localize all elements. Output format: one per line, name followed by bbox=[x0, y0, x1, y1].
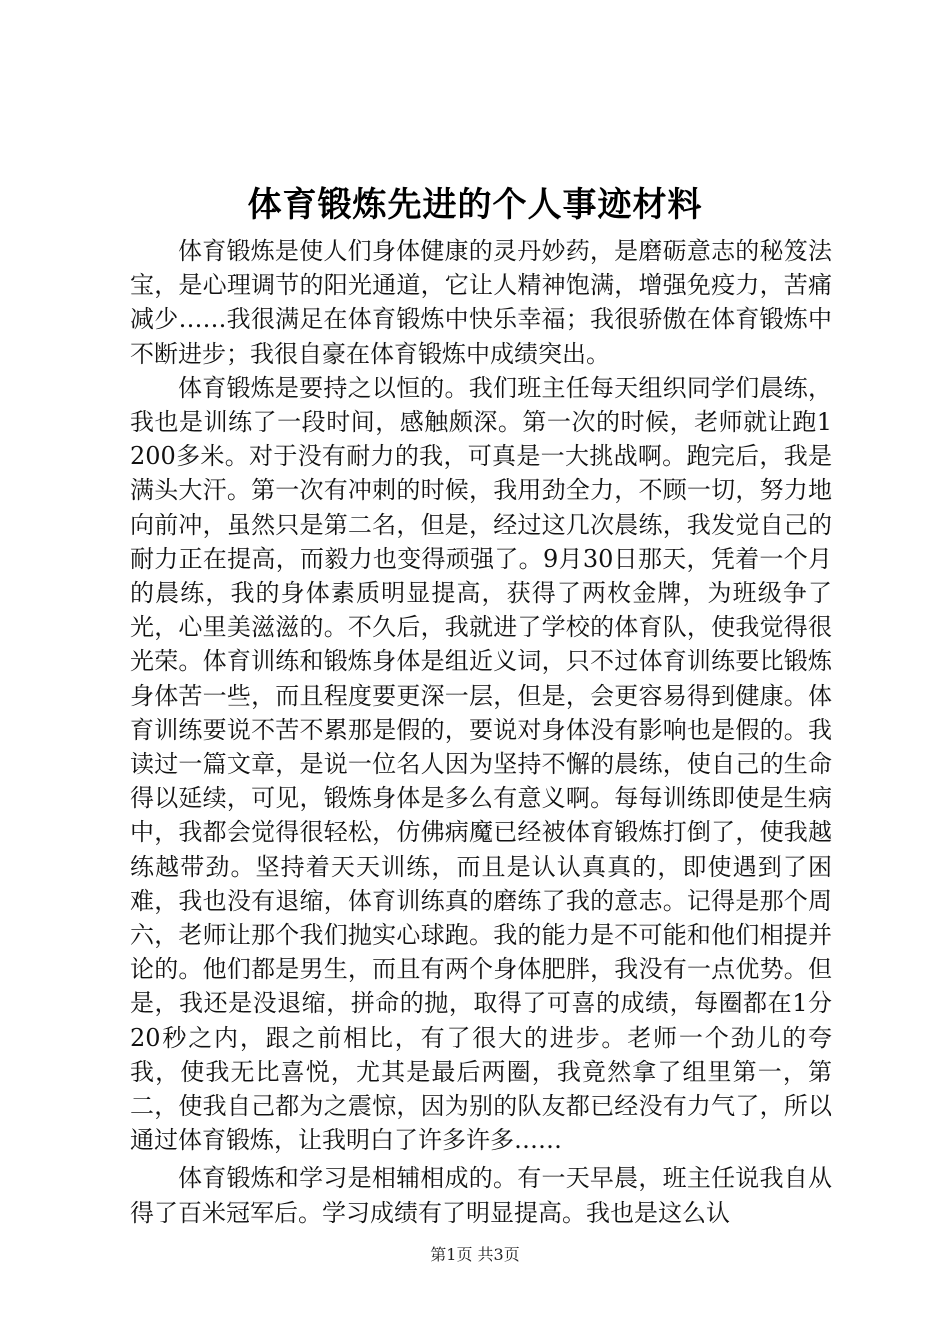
document-title: 体育锻炼先进的个人事迹材料 bbox=[247, 185, 703, 225]
document-body bbox=[130, 234, 832, 1230]
page-number-footer: 第1页 共3页 bbox=[430, 1245, 520, 1264]
paragraph-2: 体育锻炼是要持之以恒的。我们班主任每天组织同学们晨练，我也是训练了一段时间，感触颇深。第一次的时候，老师就让跑1200多米。对于没有耐力的我，可真是一大挑战啊。跑完后，我是满头大汗。第一次有冲刺的时候，我用劲全力，不顾一切，努力地向前冲，虽然只是第二名，但是，经过这几次晨练，我发觉自己的耐力正在提高，而毅力也变得顽强了。9月30日那天，凭着一个月的晨练，我的身体素质明显提高，获得了两枚金牌，为班级争了光，心里美滋滋的。不久后，我就进了学校的体育队，使我觉得很光荣。体育训练和锻炼身体是组近义词，只不过体育训练要比锻炼身体苦一些，而且程度要更深一层，但是，会更容易得到健康。体育训练要说不苦不累那是假的，要说对身体没有影响也是假的。我读过一篇文章，是说一位名人因为坚持不懈的晨练，使自己的生命得以延续，可见，锻炼身体是多么有意义啊。每每训练即使是生病中，我都会觉得很轻松，仿佛病魔已经被体育锻炼打倒了，使我越练越带劲。坚持着天天训练，而且是认认真真的，即使遇到了困难，我也没有退缩，体育训练真的磨练了我的意志。记得是那个周六，老师让那个我们抛实心球跑。我的能力是不可能和他们相提并论的。他们都是男生，而且有两个身体肥胖，我没有一点优势。但是，我还是没退缩，拼命的抛，取得了可喜的成绩，每圈都在1分20秒之内，跟之前相比，有了很大的进步。老师一个劲儿的夸我，使我无比喜悦，尤其是最后两圈，我竟然拿了组里第一，第二，使我自己都为之震惊，因为别的队友都已经没有力气了，所以通过体育锻炼，让我明白了许多许多…… bbox=[130, 373, 832, 1155]
paragraph-1: 体育锻炼是使人们身体健康的灵丹妙药，是磨砺意志的秘笈法宝，是心理调节的阳光通道，它让人精神饱满，增强免疫力，苦痛减少……我很满足在体育锻炼中快乐幸福；我很骄傲在体育锻炼中不断进步；我很自豪在体育锻炼中成绩突出。 bbox=[130, 237, 832, 368]
paragraph-3: 体育锻炼和学习是相辅相成的。有一天早晨，班主任说我自从得了百米冠军后。学习成绩有了明显提高。我也是这么认 bbox=[130, 1164, 832, 1227]
